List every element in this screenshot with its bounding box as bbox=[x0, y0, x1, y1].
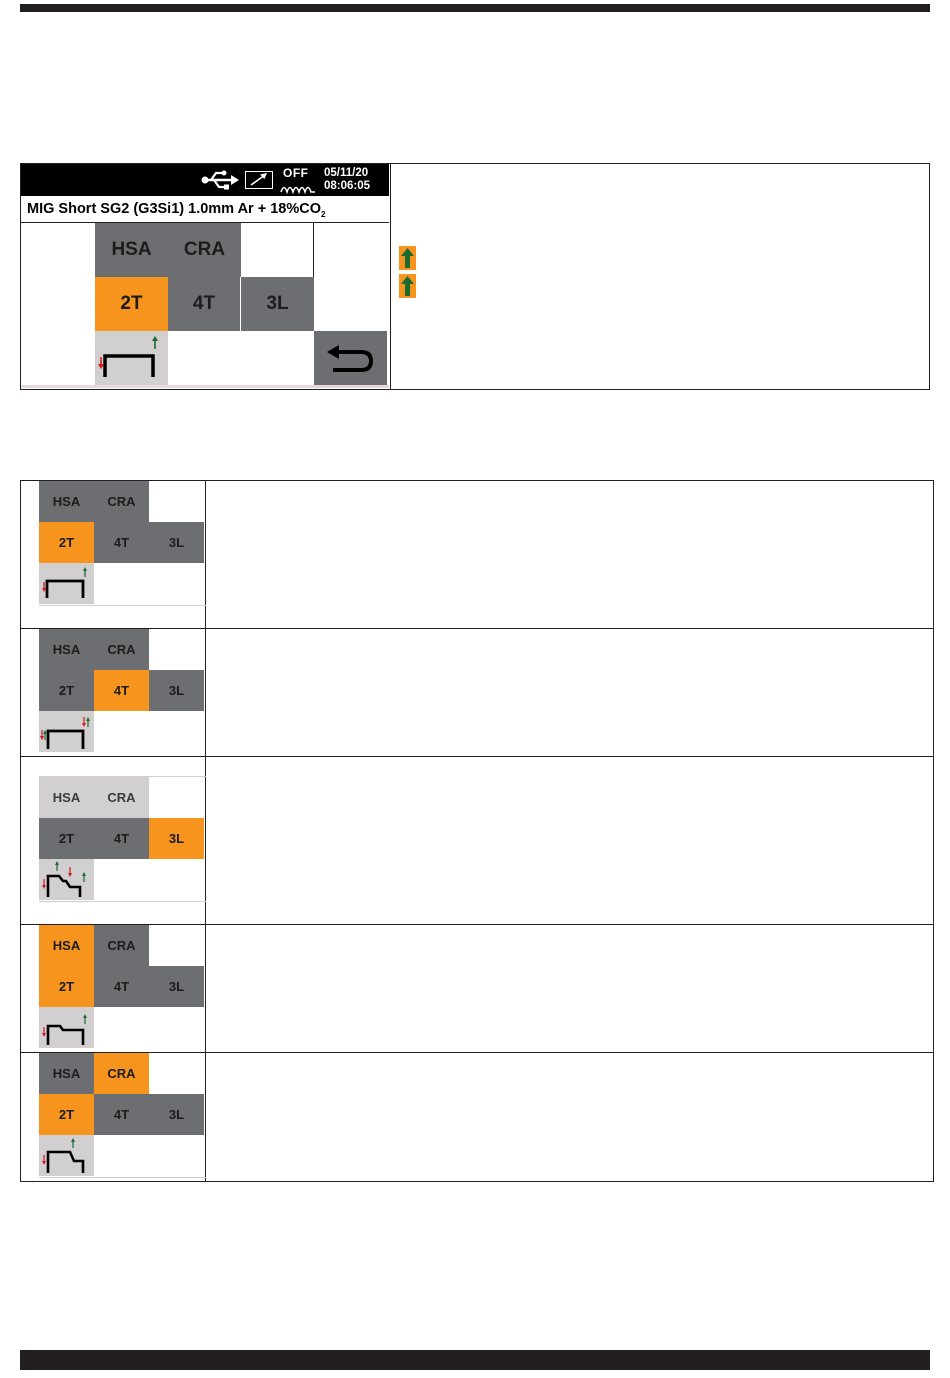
2t-button: 2T bbox=[39, 670, 94, 711]
hsa-button: HSA bbox=[39, 629, 94, 670]
mode-illustration bbox=[21, 629, 206, 756]
trigger-3l-icon bbox=[39, 859, 94, 900]
trigger-2t-icon bbox=[39, 563, 94, 604]
4t-button[interactable]: 4T bbox=[168, 277, 241, 331]
return-icon bbox=[323, 344, 379, 376]
table-row bbox=[21, 629, 933, 757]
2t-button[interactable]: 2T bbox=[95, 277, 168, 331]
4t-button: 4T bbox=[94, 966, 149, 1007]
usb-icon bbox=[201, 169, 239, 191]
mode-illustration bbox=[21, 925, 206, 1052]
4t-button: 4T bbox=[94, 522, 149, 563]
cra-button: CRA bbox=[94, 629, 149, 670]
3l-button: 3L bbox=[149, 670, 204, 711]
lcd-display bbox=[21, 164, 391, 389]
2t-button: 2T bbox=[39, 1094, 94, 1135]
back-button[interactable] bbox=[314, 331, 387, 388]
trigger-4t-icon bbox=[39, 711, 94, 752]
page-header-bar bbox=[20, 4, 930, 12]
table-row bbox=[21, 481, 933, 629]
wave-icon bbox=[280, 182, 316, 194]
divider bbox=[39, 901, 206, 902]
2t-button: 2T bbox=[39, 818, 94, 859]
hsa-button: HSA bbox=[39, 777, 94, 818]
4t-button: 4T bbox=[94, 818, 149, 859]
arrow-up-icon bbox=[399, 246, 416, 270]
trigger-modes-table bbox=[20, 480, 934, 1182]
welder-screen-panel bbox=[20, 163, 930, 390]
table-row bbox=[21, 925, 933, 1053]
3l-button: 3L bbox=[149, 522, 204, 563]
arrow-up-icon bbox=[399, 274, 416, 298]
description-panel bbox=[397, 164, 929, 389]
cra-button: CRA bbox=[94, 925, 149, 966]
trigger-cra-icon bbox=[39, 1135, 94, 1176]
cra-button: CRA bbox=[94, 777, 149, 818]
cra-button: CRA bbox=[94, 1053, 149, 1094]
3l-button: 3L bbox=[149, 1094, 204, 1135]
date-time-readout bbox=[324, 167, 370, 193]
time-label: 08:06:05 bbox=[324, 180, 371, 192]
process-subscript: 2 bbox=[320, 209, 326, 219]
4t-button: 4T bbox=[94, 670, 149, 711]
2t-button: 2T bbox=[39, 966, 94, 1007]
mode-illustration bbox=[21, 1053, 206, 1181]
lcd-status-bar bbox=[21, 164, 389, 196]
remote-control-icon bbox=[245, 171, 273, 189]
date-label: 05/11/20 bbox=[324, 167, 369, 179]
2t-button: 2T bbox=[39, 522, 94, 563]
3l-button: 3L bbox=[149, 818, 204, 859]
divider bbox=[39, 1177, 206, 1178]
hsa-button: HSA bbox=[39, 925, 94, 966]
hsa-button: HSA bbox=[39, 1053, 94, 1094]
cra-button: CRA bbox=[94, 481, 149, 522]
4t-button: 4T bbox=[94, 1094, 149, 1135]
3l-button: 3L bbox=[149, 966, 204, 1007]
trigger-2t-icon bbox=[95, 331, 168, 386]
divider bbox=[21, 385, 389, 388]
table-row bbox=[21, 1053, 933, 1181]
trigger-hsa-icon bbox=[39, 1007, 94, 1048]
mode-illustration bbox=[21, 757, 206, 924]
hsa-button[interactable]: HSA bbox=[95, 223, 168, 277]
page-footer-bar bbox=[20, 1350, 930, 1370]
3l-button[interactable]: 3L bbox=[241, 277, 314, 331]
status-off-label: OFF bbox=[283, 166, 309, 180]
table-row bbox=[21, 757, 933, 925]
hsa-button: HSA bbox=[39, 481, 94, 522]
process-text: MIG Short SG2 (G3Si1) 1.0mm Ar + 18%CO bbox=[27, 201, 321, 217]
process-subtitle bbox=[27, 201, 325, 219]
mode-illustration bbox=[21, 481, 206, 628]
cra-button[interactable]: CRA bbox=[168, 223, 241, 277]
divider bbox=[39, 605, 206, 606]
